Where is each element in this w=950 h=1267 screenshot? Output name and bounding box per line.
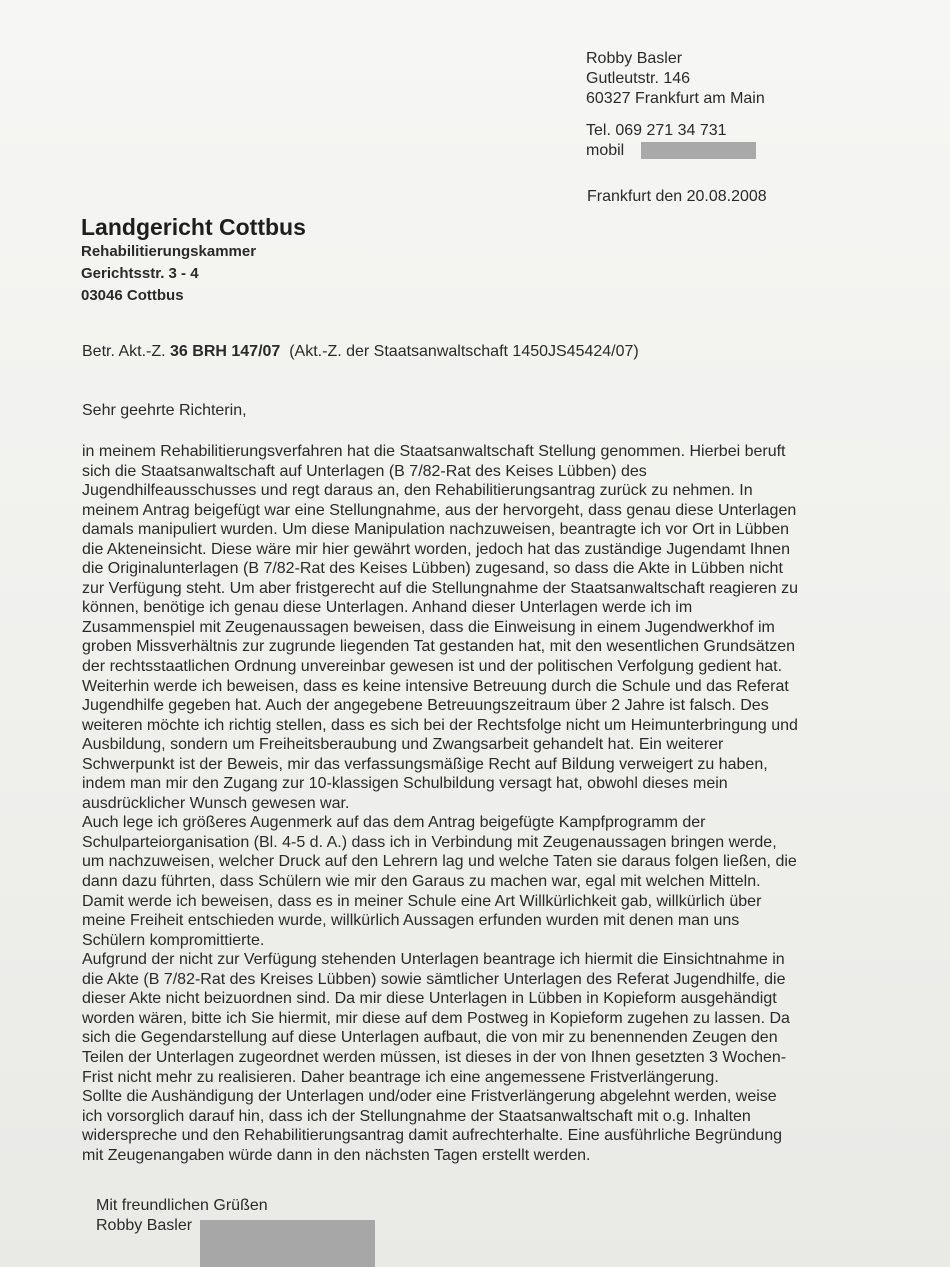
recipient-chamber: Rehabilitierungskammer xyxy=(81,243,257,260)
body-line: dann dazu führten, dass Schülern wie mir den Garaus zu machen war, egal mit welchen Mitteln. xyxy=(82,873,761,891)
body-line: die Akteneinsicht. Diese wäre mir hier gewährt worden, jedoch hat das zuständige Jugendamt Ihnen xyxy=(82,540,790,558)
body-line: Frist nicht mehr zu realisieren. Daher beantrage ich eine angemessene Fristverlängerung. xyxy=(82,1068,719,1086)
letter-date: Frankfurt den 20.08.2008 xyxy=(587,188,767,205)
body-line: zur Verfügung steht. Um aber fristgerecht auf die Stellungnahme der Staatsanwaltschaft reagieren zu xyxy=(82,579,798,597)
body-line: Damit werde ich beweisen, dass es in meiner Schule eine Art Willkürlichkeit gab, willkürlich über xyxy=(82,892,762,910)
sender-street: Gutleutstr. 146 xyxy=(586,70,691,87)
recipient-address xyxy=(81,213,306,307)
body-line: meine Freiheit entschieden wurde, willkürlich Aussagen erfunden wurden mit denen man uns xyxy=(82,912,740,930)
body-line: um nachzuweisen, welcher Druck auf den Lehrern lag und welche Taten sie daraus folgen ließen, die xyxy=(82,853,797,871)
body-line: widerspreche und den Rehabilitierungsantrag damit aufrechterhalte. Eine ausführliche Begründung xyxy=(82,1127,782,1145)
closing-greeting: Mit freundlichen Grüßen xyxy=(96,1197,268,1214)
subject-prefix: Betr. Akt.-Z. xyxy=(82,343,166,360)
body-line: Jugendhilfeausschusses und regt daraus an, den Rehabilitierungsantrag zurück zu nehmen. In xyxy=(82,482,753,500)
sender-phone: Tel. 069 271 34 731 xyxy=(586,122,727,139)
body-line: Sollte die Aushändigung der Unterlagen und/oder eine Fristverlängerung abgelehnt werden, weise xyxy=(82,1088,777,1106)
recipient-court: Landgericht Cottbus xyxy=(81,214,306,240)
body-line: Weiterhin werde ich beweisen, dass es keine intensive Betreuung durch die Schule und das Referat xyxy=(82,677,789,695)
body-line: Schülern kompromittierte. xyxy=(82,931,265,949)
body-line: sich die Staatsanwaltschaft auf Unterlagen (B 7/82-Rat des Keises Lübben) des xyxy=(82,462,647,480)
redacted-signature xyxy=(200,1220,375,1267)
subject-line xyxy=(82,343,639,361)
body-line: Auch lege ich größeres Augenmerk auf das dem Antrag beigefügte Kampfprogramm der xyxy=(82,814,706,832)
body-line: meinem Antrag beigefügt war eine Stellungnahme, aus der hervorgeht, dass genau diese Unterlagen xyxy=(82,501,797,519)
body-line: Teilen der Unterlagen zugeordnet werden müssen, ist dieses in der von Ihnen gesetzten 3 Wochen- xyxy=(82,1048,787,1066)
body-line: Zusammenspiel mit Zeugenaussagen beweisen, dass die Einweisung in einem Jugendwerkhof im xyxy=(82,618,775,636)
recipient-street: Gerichtsstr. 3 - 4 xyxy=(81,265,199,282)
body-line: die Originalunterlagen (B 7/82-Rat des Keises Lübben) zugesand, so dass die Akte in Lübben nicht xyxy=(82,560,783,578)
mobile-label: mobil xyxy=(586,142,625,159)
body-line: Jugendhilfe gegeben hat. Auch der angegebene Betreuungszeitraum über 2 Jahre ist falsch. Des xyxy=(82,697,769,715)
body-line: groben Missverhältnis zur zugrunde liegenden Tat gestanden hat, mit den wesentlichen Grundsätzen xyxy=(82,638,796,656)
body-line: mit Zeugenangaben würde dann in den nächsten Tagen erstellt werden. xyxy=(82,1146,591,1164)
salutation: Sehr geehrte Richterin, xyxy=(82,402,247,419)
body-line: Schwerpunkt ist der Beweis, mir das verfassungsmäßige Recht auf Bildung verweigert zu haben, xyxy=(82,755,768,773)
body-line: damals manipuliert wurden. Um diese Manipulation nachzuweisen, beantragte ich vor Ort in Lübben xyxy=(82,521,790,539)
body-line: die Akte (B 7/82-Rat des Kreises Lübben) sowie sämtlicher Unterlagen des Referat Jugendhilfe, die xyxy=(82,970,786,988)
body-line: Ausbildung, sondern um Freiheitsberaubung und Zwangsarbeit gehandelt hat. Ein weiterer xyxy=(82,736,724,754)
sender-mobile xyxy=(586,141,765,161)
letter-body xyxy=(82,442,872,1165)
body-line: weiteren möchte ich richtig stellen, dass es sich bei der Rechtsfolge nicht um Heimunterbringung und xyxy=(82,716,798,734)
body-line: der rechtsstaatlichen Ordnung unvereinbar gewesen ist und der politischen Verfolgung gedient hat. xyxy=(82,658,783,676)
sender-address xyxy=(586,49,765,161)
body-line: in meinem Rehabilitierungsverfahren hat die Staatsanwaltschaft Stellung genommen. Hierbei beruft xyxy=(82,443,786,460)
redacted-mobile-number xyxy=(641,142,756,159)
body-line: können, benötige ich genau diese Unterlagen. Anhand dieser Unterlagen werde ich im xyxy=(82,599,693,617)
body-line: Schulparteiorganisation (Bl. 4-5 d. A.) dass ich in Verbindung mit Zeugenaussagen bringen werde, xyxy=(82,833,777,851)
subject-note: (Akt.-Z. der Staatsanwaltschaft 1450JS45424/07) xyxy=(289,343,639,360)
body-line: ich vorsorglich darauf hin, dass ich der Stellungnahme der Staatsanwaltschaft mit o.g. Inhalten xyxy=(82,1107,751,1125)
body-line: worden wären, bitte ich Sie hiermit, mir diese auf dem Postweg in Kopieform zugehen zu lassen. Da xyxy=(82,1009,790,1027)
body-line: Aufgrund der nicht zur Verfügung stehenden Unterlagen beantrage ich hiermit die Einsichtnahme in xyxy=(82,951,785,969)
sender-name: Robby Basler xyxy=(586,50,683,67)
sender-city: 60327 Frankfurt am Main xyxy=(586,90,765,107)
closing-name: Robby Basler xyxy=(96,1217,193,1234)
body-line: dieser Akte nicht beizuordnen sind. Da mir diese Unterlagen in Lübben in Kopieform ausgehändigt xyxy=(82,990,777,1008)
case-number: 36 BRH 147/07 xyxy=(170,343,281,360)
body-line: ausdrücklicher Wunsch gewesen war. xyxy=(82,794,350,812)
body-line: indem man mir den Zugang zur 10-klassigen Schulbildung versagt hat, obwohl dieses mein xyxy=(82,775,728,793)
recipient-city: 03046 Cottbus xyxy=(81,287,184,304)
body-line: sich die Gegendarstellung auf diese Unterlagen aufbaut, die von mir zu benennenden Zeugen den xyxy=(82,1029,778,1047)
